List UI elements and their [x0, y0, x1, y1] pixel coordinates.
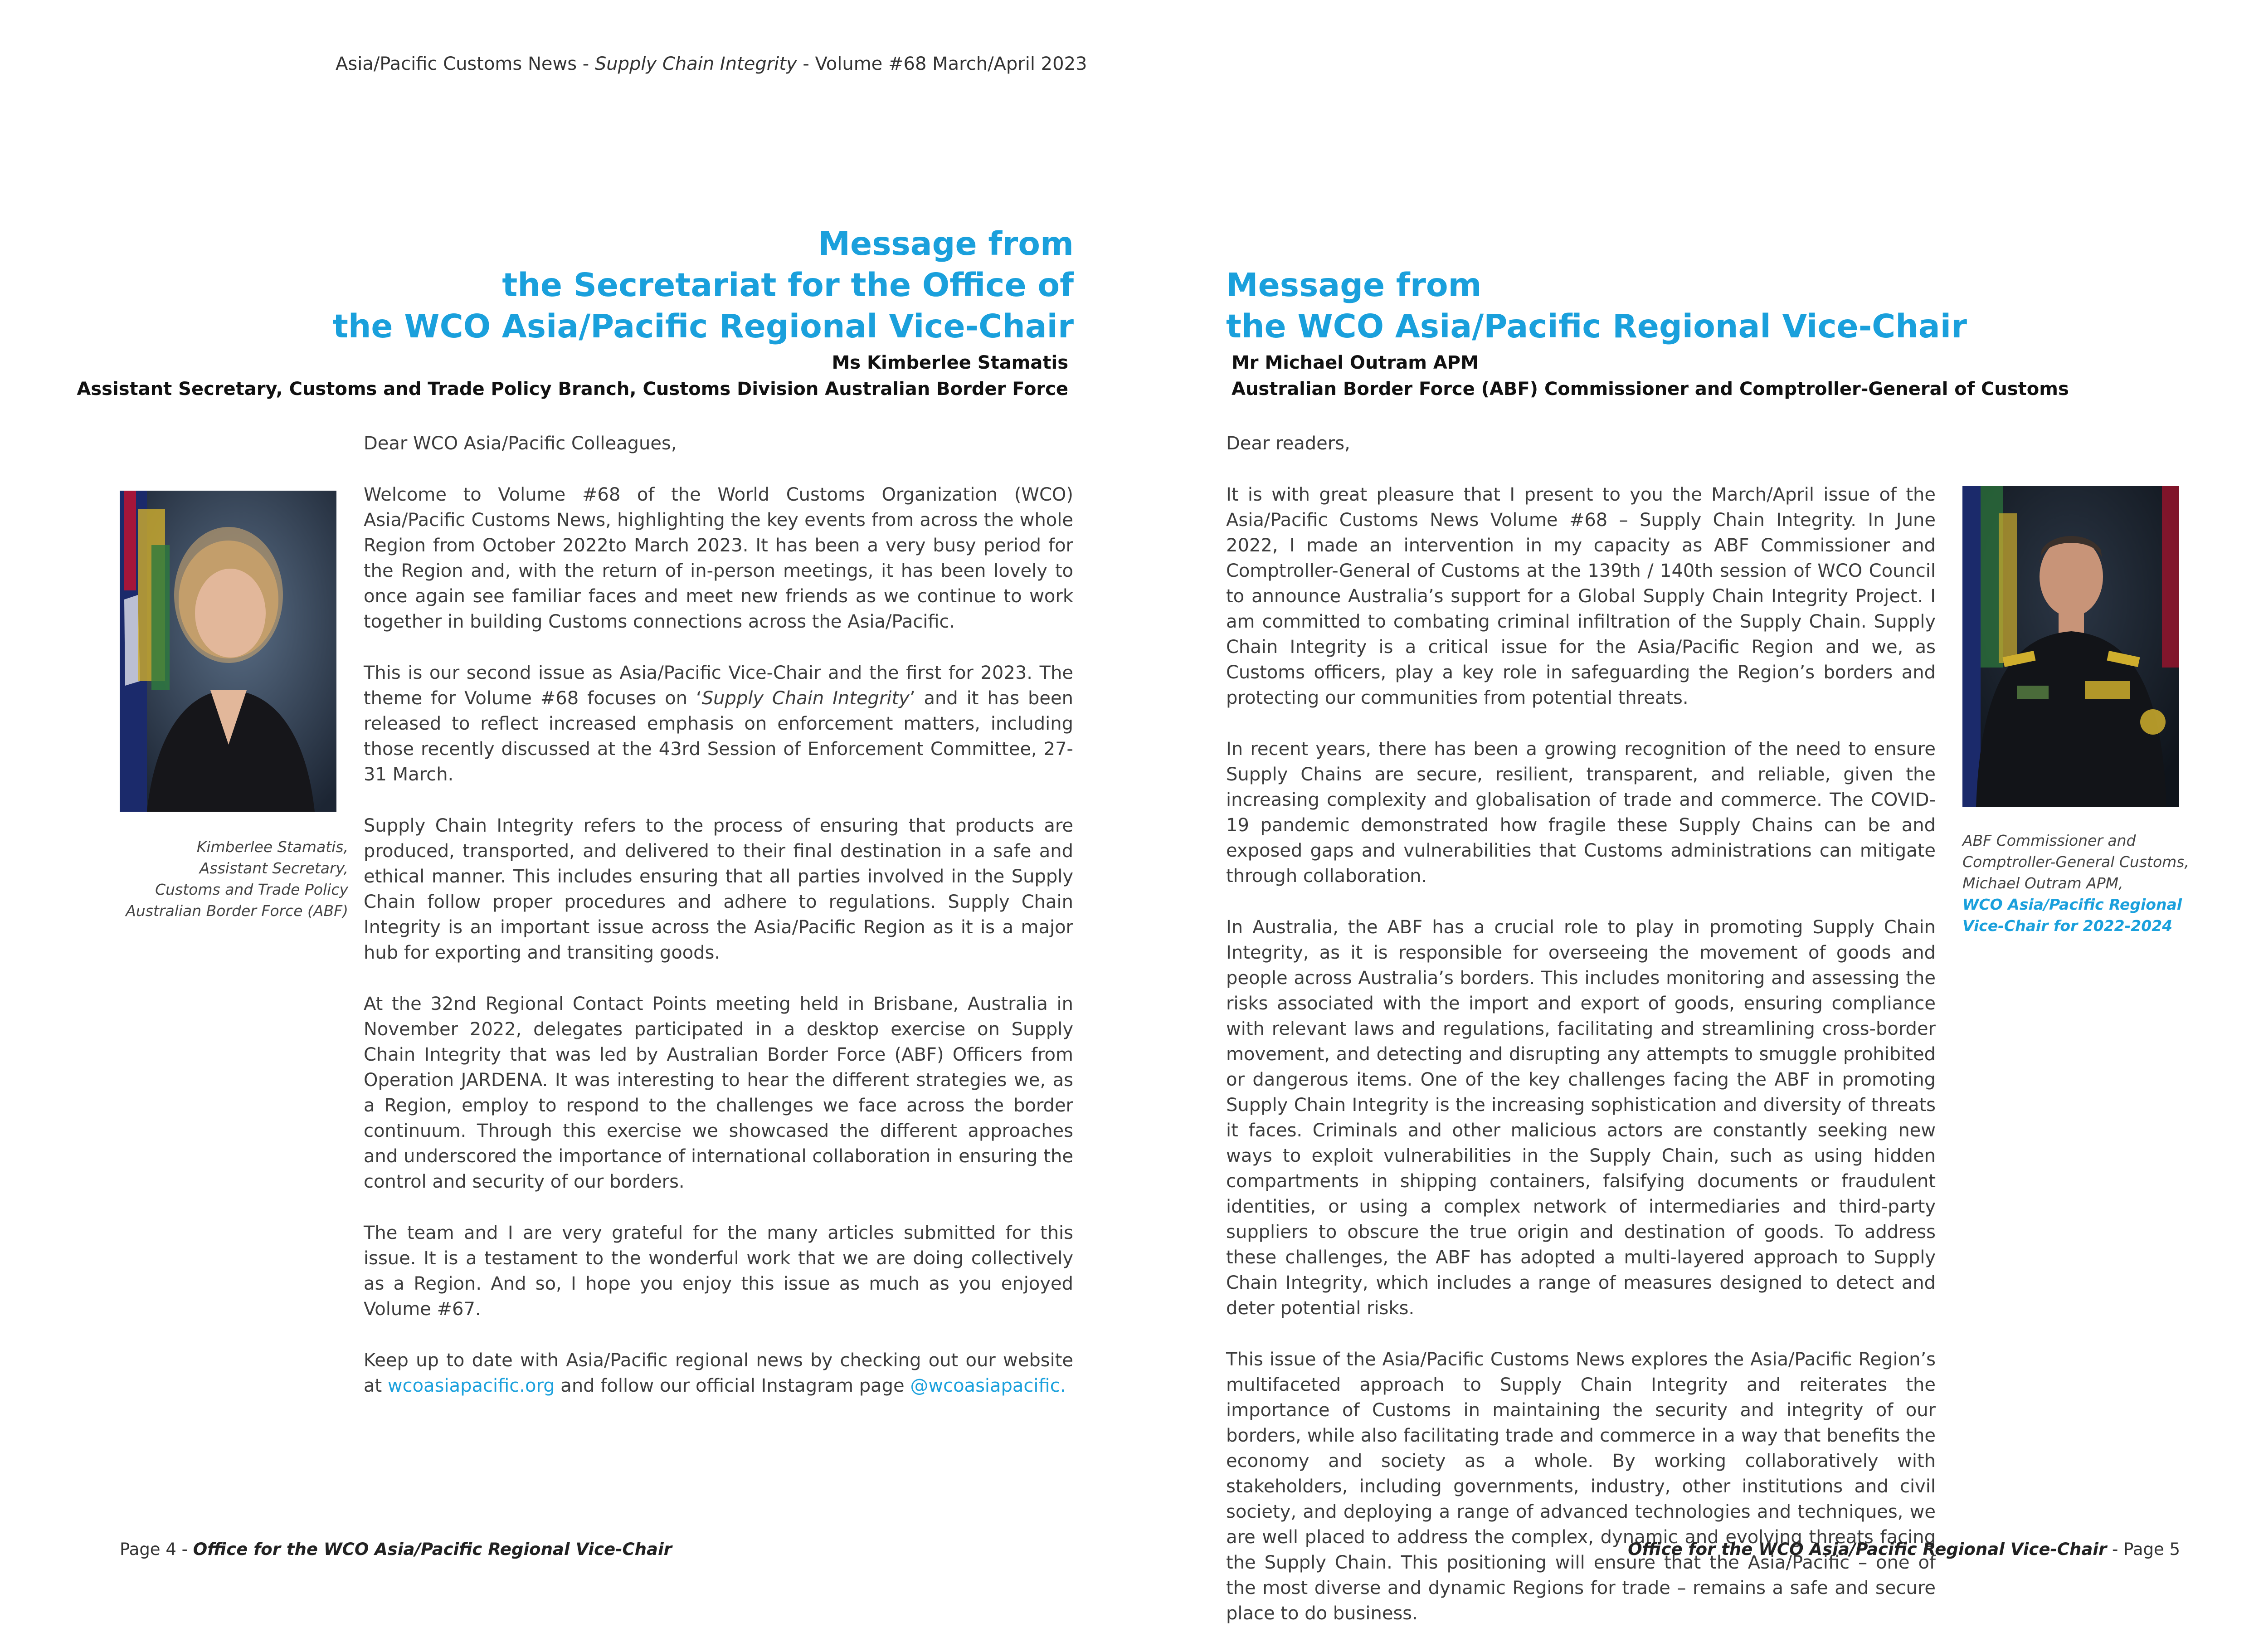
left-page-footer: Page 4 - Office for the WCO Asia/Pacific Regional Vice-Chair: [120, 1540, 672, 1559]
right-paragraph-1: It is with great pleasure that I present to you the March/April issue of the Asia/Pacific Customs News Volume #68 – Supply Chain Integrity. In June 2022, I made an intervention in my capacity as ABF Commissioner and Comptroller-General of Customs at the 139th / 140th session of WCO Council to announce Australia’s support for a Global Supply Chain Integrity Project. I am committed to combating criminal infiltration of the Supply Chain. Supply Chain Integrity is a critical issue for the Asia/Pacific Region and we, as Customs officers, play a key role in safeguarding the Region’s borders and protecting our communities from potential threats.: [1226, 484, 1936, 708]
website-link[interactable]: wcoasiapacific.org: [387, 1375, 555, 1396]
instagram-link[interactable]: @wcoasiapacific.: [910, 1375, 1066, 1396]
right-author-name: Mr Michael Outram APM: [1232, 352, 1479, 373]
left-paragraph-1: Welcome to Volume #68 of the World Customs Organization (WCO) Asia/Pacific Customs News, highlighting the key events from across the whole Region from October 2022to March 2023. It has been a very busy period for the Region and, with the return of in-person meetings, it has been lovely to once again see familiar faces and meet new friends as we continue to work together in building Customs connections across the Asia/Pacific.: [364, 484, 1073, 632]
running-header-italic: Supply Chain Integrity: [594, 54, 797, 74]
right-page-footer: Office for the WCO Asia/Pacific Regional Vice-Chair - Page 5: [1628, 1540, 2180, 1559]
right-page-title: Message from the WCO Asia/Pacific Regional Vice-Chair: [1226, 266, 1967, 345]
right-author-role: Australian Border Force (ABF) Commissioner and Comptroller-General of Customs: [1232, 379, 2069, 400]
right-paragraph-2: In recent years, there has been a growing recognition of the need to ensure Supply Chains are secure, resilient, transparent, and reliable, given the increasing complexity and globalisation of trade and commerce. The COVID-19 pandemic demonstrated how fragile these Supply Chains can be and exposed gaps and vulnerabilities that Customs administrations can mitigate through collaboration.: [1226, 739, 1936, 887]
left-body: [364, 431, 1073, 1424]
left-paragraph-6: Keep up to date with Asia/Pacific regional news by checking out our website at wcoasiapacific.org and follow our official Instagram page @wcoasiapacific.: [364, 1350, 1073, 1396]
running-header: Asia/Pacific Customs News - Supply Chain Integrity - Volume #68 March/April 2023: [336, 54, 1087, 74]
left-author-role: Assistant Secretary, Customs and Trade Policy Branch, Customs Division Australian Border Force: [77, 379, 1068, 400]
left-page-title: Message from the Secretariat for the Office of the WCO Asia/Pacific Regional Vice-Chair: [332, 225, 1074, 345]
left-paragraph-2: This is our second issue as Asia/Pacific Vice-Chair and the first for 2023. The theme for Volume #68 focuses on ‘Supply Chain Integrity’ and it has been released to reflect increased emphasis on enforcement matters, including those recently discussed at the 43rd Session of Enforcement Committee, 27-31 March.: [364, 663, 1073, 785]
right-body: [1226, 431, 1936, 1652]
left-paragraph-4: At the 32nd Regional Contact Points meeting held in Brisbane, Australia in November 2022, delegates participated in a desktop exercise on Supply Chain Integrity that was led by Australian Border Force (ABF) Officers from Operation JARDENA. It was interesting to hear the different strategies we, as a Region, employ to respond to the challenges we face across the border continuum. Through this exercise we showcased the different approaches and underscored the importance of international collaboration in ensuring the control and security of our borders.: [364, 994, 1073, 1192]
left-greeting: Dear WCO Asia/Pacific Colleagues,: [364, 433, 677, 454]
right-paragraph-3: In Australia, the ABF has a crucial role to play in promoting Supply Chain Integrity, as it is responsible for overseeing the movement of goods and people across Australia’s borders. This includes monitoring and assessing the risks associated with the import and export of goods, ensuring compliance with relevant laws and regulations, facilitating and streamlining cross-border movement, and detecting and disrupting any attempts to smuggle prohibited or dangerous items. One of the key challenges facing the ABF in promoting Supply Chain Integrity is the increasing sophistication and diversity of threats it faces. Criminals and other malicious actors are constantly seeking new ways to exploit vulnerabilities in the Supply Chain, such as using hidden compartments in shipping containers, falsifying documents or fraudulent identities, or using a complex network of intermediaries and third-party suppliers to obscure the true origin and destination of goods. To address these challenges, the ABF has adopted a multi-layered approach to Supply Chain Integrity, which includes a range of measures designed to detect and deter potential risks.: [1226, 917, 1936, 1319]
left-paragraph-5: The team and I are very grateful for the many articles submitted for this issue. It is a testament to the wonderful work that we are doing collectively as a Region. And so, I hope you enjoy this issue as much as you enjoyed Volume #67.: [364, 1223, 1073, 1320]
right-greeting: Dear readers,: [1226, 433, 1350, 454]
right-paragraph-4: This issue of the Asia/Pacific Customs News explores the Asia/Pacific Region’s multifaceted approach to Supply Chain Integrity and reiterates the importance of Customs in maintaining the security and integrity of our borders, while also facilitating trade and commerce in a way that benefits the economy and society as a whole. By working collaboratively with stakeholders, including governments, industry, other institutions and civil society, and deploying a range of advanced technologies and techniques, we are well placed to address the complex, dynamic and evolving threats facing the Supply Chain. This positioning will ensure that the Asia/Pacific – one of the most diverse and dynamic Regions for trade – remains a safe and secure place to do business.: [1226, 1349, 1936, 1624]
michael-outram-photo: [1962, 486, 2179, 807]
left-author-name: Ms Kimberlee Stamatis: [832, 352, 1068, 373]
left-photo-caption: Kimberlee Stamatis, Assistant Secretary, Customs and Trade Policy Australian Border Force (ABF): [126, 838, 348, 920]
kimberlee-stamatis-photo: [120, 491, 336, 812]
left-paragraph-3: Supply Chain Integrity refers to the process of ensuring that products are produced, transported, and delivered to their final destination in a safe and ethical manner. This includes ensuring that all parties involved in the Supply Chain follow proper procedures and adhere to regulations. Supply Chain Integrity is an important issue across the Asia/Pacific Region as it is a major hub for exporting and transiting goods.: [364, 815, 1073, 963]
right-photo-caption: ABF Commissioner and Comptroller-General Customs, Michael Outram APM, WCO Asia/Pacific Regional Vice-Chair for 2022-2024: [1962, 832, 2189, 935]
